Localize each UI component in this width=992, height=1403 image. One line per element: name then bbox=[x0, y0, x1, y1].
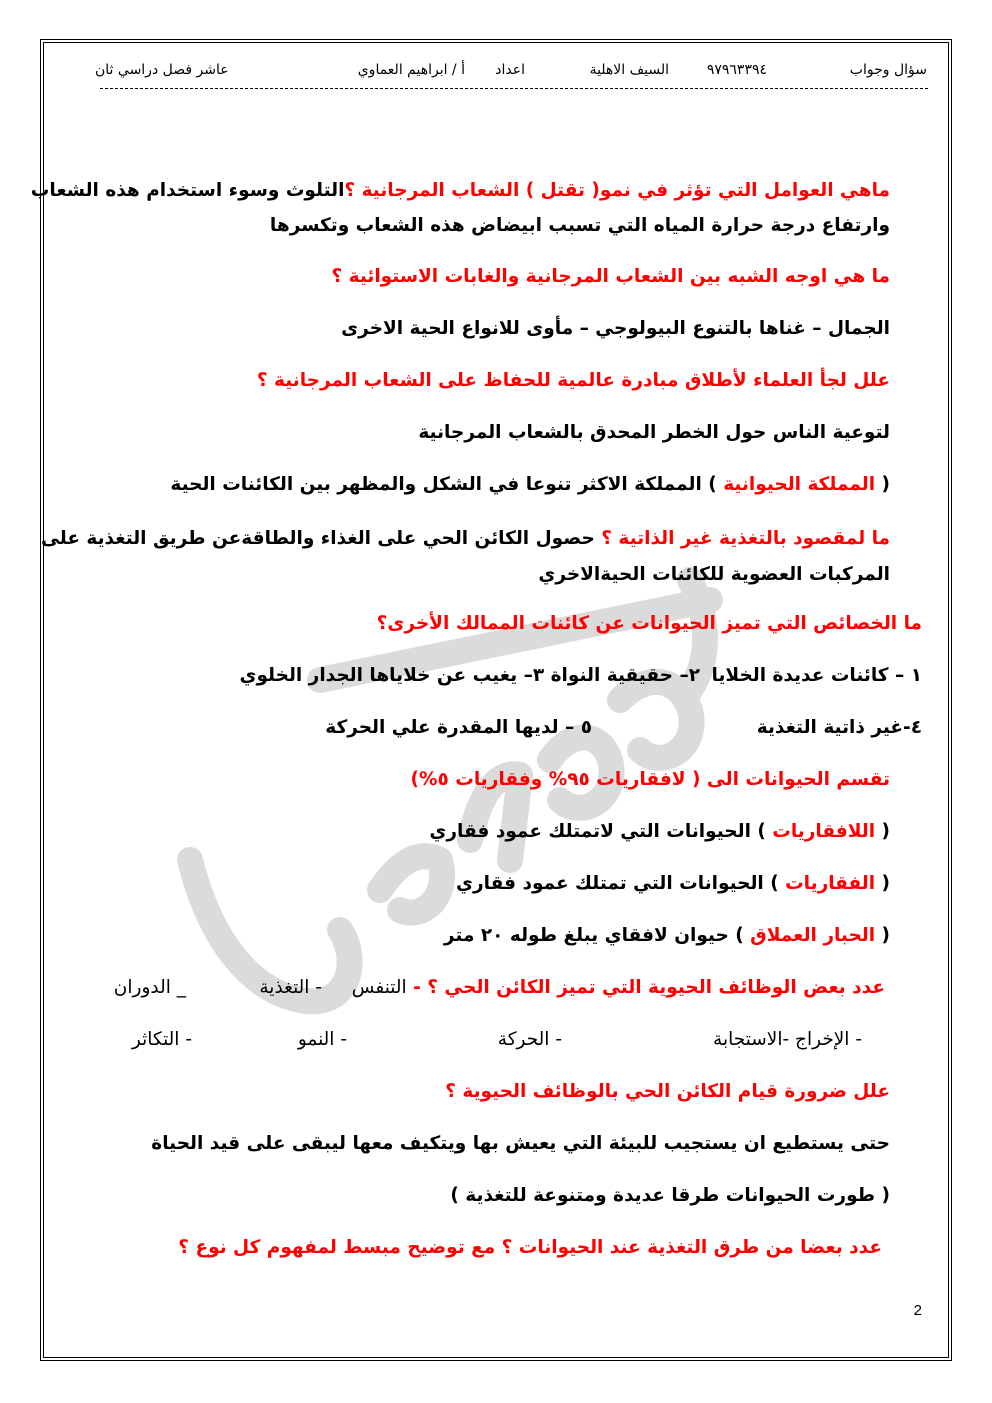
header-school: السيف الاهلية bbox=[589, 62, 669, 78]
question-3: علل لجأ العلماء لأطلاق مبادرة عالمية للحفاظ على الشعاب المرجانية ؟ bbox=[256, 370, 890, 391]
animal-division: تقسم الحيوانات الى ( لافقاريات ٩٥% وفقاريات ٥%) bbox=[410, 769, 890, 790]
line-17: عدد بعض الوظائف الحيوية التي تميز الكائن الحي ؟ - التنفس bbox=[351, 977, 885, 998]
answer-4: حصول الكائن الحي على الغذاء والطاقةعن طريق التغذية على bbox=[41, 528, 595, 549]
term-invertebrates: اللافقاريات bbox=[772, 821, 876, 842]
page-header bbox=[95, 62, 927, 86]
trait-4: ٤-غير ذاتية التغذية bbox=[756, 717, 922, 738]
term-animal-kingdom: المملكة الحيوانية bbox=[723, 474, 876, 495]
term-vertebrates: الفقاريات bbox=[785, 873, 876, 894]
answer-4-cont: المركبات العضوية للكائنات الحيةالاخري bbox=[538, 564, 890, 585]
header-subject: سؤال وجواب bbox=[849, 62, 927, 78]
header-prepared: اعداد bbox=[495, 62, 525, 78]
term-giant-squid: الحبار العملاق bbox=[750, 925, 876, 946]
function-reproduction: - التكاثر bbox=[131, 1029, 192, 1050]
function-movement: - الحركة bbox=[497, 1029, 562, 1050]
question-6: عدد بعض الوظائف الحيوية التي تميز الكائن الحي ؟ bbox=[420, 977, 885, 998]
question-7: علل ضرورة قيام الكائن الحي بالوظائف الحيوية ؟ bbox=[445, 1081, 890, 1102]
function-excretion-response: - الإخراج -الاستجابة bbox=[713, 1029, 862, 1050]
statement-nutrition: ( طورت الحيوانات طرقا عديدة ومتنوعة للتغذية ) bbox=[450, 1185, 890, 1206]
definition-vertebrates: ( الفقاريات ) الحيوانات التي تمتلك عمود فقاري bbox=[456, 873, 890, 894]
question-8: عدد بعضا من طرق التغذية عند الحيوانات ؟ مع توضيح مبسط لمفهوم كل نوع ؟ bbox=[178, 1237, 882, 1258]
function-growth: - النمو bbox=[297, 1029, 347, 1050]
definition-invertebrates: ( اللافقاريات ) الحيوانات التي لاتمتلك عمود فقاري bbox=[429, 821, 890, 842]
answer-2: الجمال – غناها بالتنوع البيولوجي – مأوى للانواع الحية الاخرى bbox=[341, 318, 890, 339]
line-1 bbox=[31, 176, 890, 206]
header-author: أ / ابراهيم العماوي bbox=[357, 62, 465, 78]
definition-giant-squid: ( الحبار العملاق ) حيوان لافقاي يبلغ طوله ٢٠ متر bbox=[443, 925, 890, 946]
question-1: ماهي العوامل التي تؤثر في نمو( تقتل ) الشعاب المرجانية ؟ bbox=[344, 180, 890, 201]
header-divider bbox=[100, 88, 928, 89]
answer-3: لتوعية الناس حول الخطر المحدق بالشعاب المرجانية bbox=[418, 422, 890, 443]
trait-1: ١ – كائنات عديدة الخلايا bbox=[711, 665, 922, 686]
answer-1-cont: وارتفاع درجة حرارة المياه التي تسبب ابيضاض هذه الشعاب وتكسرها bbox=[269, 215, 890, 236]
trait-5: ٥ – لديها المقدرة علي الحركة bbox=[325, 717, 592, 738]
page-number: 2 bbox=[913, 1302, 922, 1319]
function-nutrition: - التغذية bbox=[259, 977, 322, 998]
header-grade: عاشر فصل دراسي ثان bbox=[95, 62, 229, 78]
traits-2-3: ٢– حقيقية النواة ٣– يغيب عن خلاياها الجدار الخلوي bbox=[239, 665, 700, 686]
function-respiration: التنفس bbox=[351, 977, 407, 998]
definition-animal-kingdom: ( المملكة الحيوانية ) المملكة الاكثر تنوعا في الشكل والمظهر بين الكائنات الحية bbox=[170, 474, 890, 495]
header-phone: ٩٧٩٦٣٣٩٤ bbox=[706, 62, 767, 78]
answer-1: التلوث وسوء استخدام هذه الشعاب bbox=[30, 180, 345, 201]
question-2: ما هي اوجه الشبه بين الشعاب المرجانية والغابات الاستوائية ؟ bbox=[331, 266, 890, 287]
question-5: ما الخصائص التي تميز الحيوانات عن كائنات الممالك الأخرى؟ bbox=[376, 613, 922, 634]
question-4: ما لمقصود بالتغذية غير الذاتية ؟ bbox=[594, 528, 890, 549]
function-circulation: _ الدوران bbox=[113, 977, 186, 998]
line-8 bbox=[41, 524, 890, 554]
answer-7: حتى يستطيع ان يستجيب للبيئة التي يعيش بها ويتكيف معها ليبقى على قيد الحياة bbox=[151, 1133, 890, 1154]
